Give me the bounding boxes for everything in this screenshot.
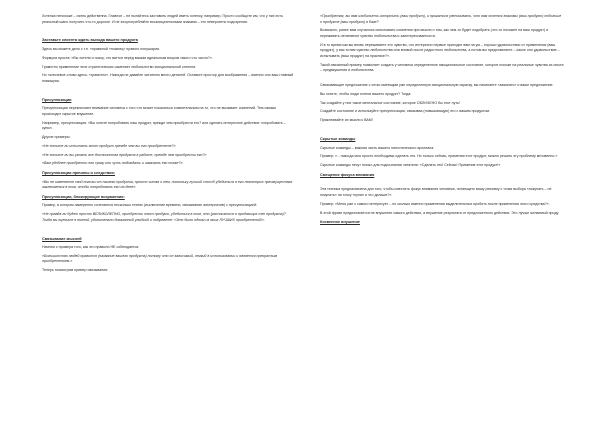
paragraph: «Не хотите ли вы узнать все достоинства продукта в работе, прежде чем приобрести его?» [42,152,207,157]
section-heading: Косвенное внушение [320,220,360,225]
paragraph: Эта техника предназначена для того, чтобы сместить фокус внимания человека, читающего вашу рекламу с точки выбора «покупать – не покупать» на точку «купил и что дальше?». [320,187,552,197]
paragraph: Но «ключевое слово здесь: «грамотно». Никогда не давайте читателю много деталей. Оставьте простор для воображения – именно оно ваш главный помощник. [42,73,294,83]
paragraph: Пресуппозиции переключают внимание человека с того что может показаться сомнительным на то, что не вызывает сомнений. Тем самым происходит скрытое внушение. [42,106,276,116]
paragraph: «Не правда ли будет просто ВЕЛИКОЛЕПНО, приобрести этот продукт, убедиться в том, что (расписаться о продающих тех продукта)? Тогда вы оцените в полной, удивительно доказанной улыбкой и подумаете: «Это было одним из моих ЛУЧШИХ приобретений!». [42,212,286,222]
section-heading: Пресуппозиции [42,97,72,102]
paragraph: Приклеивайте их мысли к ВАМ! [320,118,373,123]
paragraph: «Вы не изменяете свой пользы от нашего продукта, просто читая о нем, поскольку лучший способ убедиться в его некоторых преимуществах заключается в том, чтобы попробовать его на деле». [42,179,293,190]
paragraph: Хотелка непохоже – очень действенна. Главное – не пытайтесь заставить людей иметь хотелку, например. Просто сообщите им, что у них есть реальный шанс получить что-то дорогое. И не злоупотребляйте восклицательными знаками – это невероятно подозрения. [42,14,283,24]
paragraph: «Приобретая, вы вам изобильеть испортить (ваш продукт), и пригаться увеличивать, что вам хочется знакомы (ваш продукт) побольше о продукте (ваш продукт) в баге? [320,14,562,24]
paragraph: Так создайте у них такое ментальное состояние, которое ОБЛИЧЕНО бы этот путь! [320,100,460,105]
section-heading: Связывание мыслей [42,236,82,241]
paragraph: Здесь вы можете дело с т.н. «правилой «ножниц» правого полушария. [42,46,160,51]
paragraph: «Большинство людей нравится (название вашего продукта) потому что он зависимый, легкий в использовании и является прекрасным приобретением.» [42,253,278,264]
section-heading: Пресуппозиции причины и следствия: [42,170,115,175]
section-heading: Скрытые команды [320,137,356,141]
paragraph: Грамотно применение этих стратегических изменяет любопытство эмоциональной степени. [42,64,197,69]
paragraph: Создайте состояние и используйте пресуппозиции, связывая (повышающую) его с вашим продуктом. [320,109,491,114]
section-heading: Заставьте клиента ждать выхода вашего продукта [42,38,138,43]
paragraph: Скрытые команды несут посыл для подсознания читателя: «Сделать это! Сейчас! Применив этот продукт!» [320,163,501,168]
section-heading: Смещение фокуса внимания [320,172,375,177]
right-column [320,14,564,229]
paragraph: Например, пресуппозиция: «Вы хотите попробовать наш продукт, прежде чем приобрести его? или сделать интересное действие: попробовать – купил. [42,120,286,131]
paragraph: Пример: «Меня уже с самого интересует – по сколько именно применения выделительных пробить после применения этого средства?». [320,201,550,206]
paragraph: Другие примеры: [42,135,71,140]
paragraph: Формула проста: «Вы хотели и покоу, что ваттся перед вашим идеальным взором такого что число?». [42,55,213,60]
left-column [42,14,294,277]
paragraph: И в то время как вы вновь переживаете это чувство, что интересно первые приходит вам на ум – хорошо удовольствии от применения (ваш продукт), у вас хотим чувство любопытства или вновой после радостного любопытства, а потом вы представляете – какое оно удовольствие – испытывать (ваш продукт) на практике?». [320,42,560,58]
spacer [42,88,294,94]
paragraph: «Вам удобнее приобрести его сразу или чуть подождать и заказать его позже?». [42,161,184,166]
paragraph: Вы хотите, чтобы люди хотели вашего продукт? Тогда: [320,91,412,96]
paragraph: Пример: «…никогда моя просто необходимо сделать это. Но только сейчас, применяя этот продукт, можно решить эту проблему мгновенно.» [320,154,558,159]
paragraph: В этой фразе предполагается не внушение самого действия, а внушение результата от предложенного действия. Это лучше желаемый проду. [320,210,560,215]
spacer [42,227,294,233]
paragraph: Начнем с примера того, как это правило НЕ соблюдается: [42,245,140,250]
paragraph: Возможно, ранее вам случалось испытывать сомнения при мысли о том, как чем-то будет подобрать (что-то похожее на ваш продукт) и переживать негативное чувство любопытства и заинтересованности. [320,28,549,38]
spacer [320,127,564,133]
paragraph: Пример, в котором намеренно сочетаются несколько техник (исключение времени, связывание альтернатив) с пресуппозицией: [42,203,257,208]
paragraph: «Не хотите ли испытать этот продукт прежде чем вы его приобретете?» [42,143,176,148]
section-heading: Пресуппозиции, блокирующие возражения: [42,194,125,199]
paragraph: Связывающие предложение с четко имеющим уже определенную эмоциональную окраску, вы начинаете «зажигать» и ваше предложение. [320,83,554,88]
spacer [42,28,294,34]
paragraph: Теперь посмотрим пример связывания: [42,268,109,273]
paragraph: Такой связанный пример позволяет создать у человека определенное эмоциональное состояние, которое похоже на реальные чувства из опыта – предвкушения и любопытства. [320,62,564,73]
paragraph: Скрытые команды – важная часть вашего гипнотического арсенала. [320,145,435,150]
